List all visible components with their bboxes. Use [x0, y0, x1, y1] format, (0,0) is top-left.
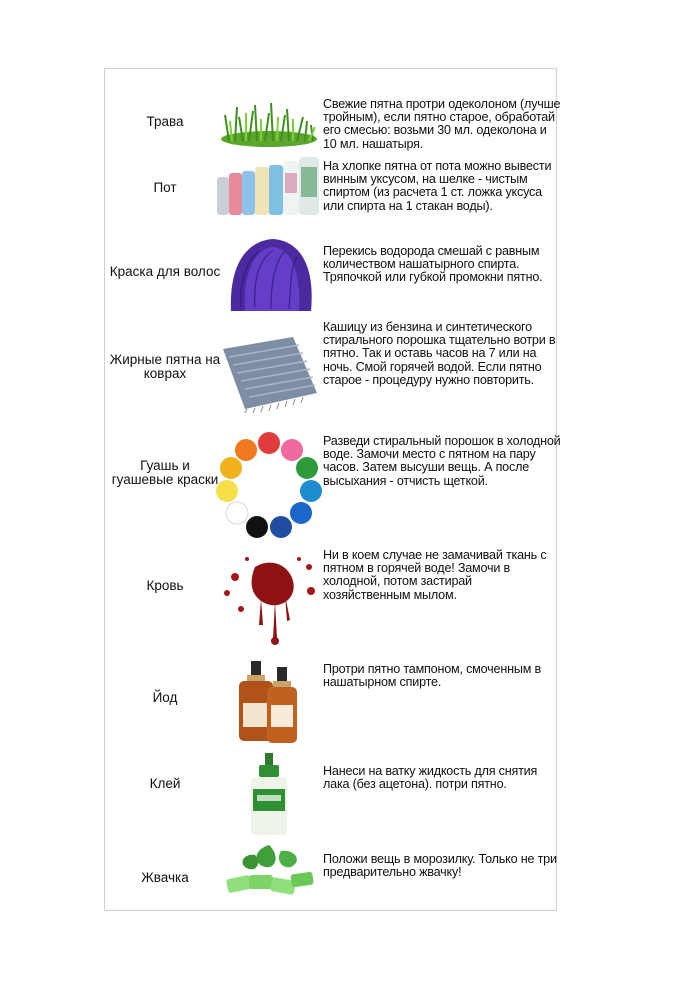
iodine-bottles-image: [215, 659, 323, 751]
item-text: Ни в коем случае не замачивай ткань с пятном в горячей воде! Замочи в холодной, потом застирай хозяйственным мылом.: [323, 548, 547, 602]
item-text: Перекись водорода смешай с равным количеством нашатырного спирта. Тряпочкой или губкой промокни пятно.: [323, 244, 543, 285]
item-label: Жирные пятна на коврах: [109, 352, 221, 381]
item-text: Нанеси на ватку жидкость для снятия лака (без ацетона). потри пятно.: [323, 764, 538, 792]
row-gum: [105, 843, 558, 909]
glue-bottle-image: [215, 753, 323, 841]
row-sweat: [105, 153, 558, 231]
item-text: Протри пятно тампоном, смоченным в нашатырном спирте.: [323, 662, 541, 690]
row-hair-dye: [105, 233, 558, 318]
row-glue: [105, 753, 558, 841]
item-text: Свежие пятна протри одеколоном (лучше тройным), если пятно старое, обработай его смесью: возьми 30 мл. одеколона и 10 мл. нашатыря.: [323, 97, 561, 151]
blood-splatter-image: [215, 547, 323, 649]
chewing-gum-image: [215, 843, 323, 907]
item-text: Положи вещь в морозилку. Только не три предварительно жвачку!: [323, 852, 557, 880]
deodorants-image: [215, 155, 323, 221]
grass-image: [215, 97, 323, 149]
carpet-image: [215, 333, 323, 413]
stain-removal-card: [104, 68, 561, 911]
item-label: Клей: [149, 776, 181, 791]
row-grass: [105, 83, 561, 163]
row-iodine: [105, 659, 558, 751]
row-gouache: [105, 425, 561, 545]
hair-dye-image: [215, 237, 323, 313]
item-label: Пот: [153, 180, 177, 195]
row-carpet: [105, 319, 558, 419]
item-label: Трава: [146, 114, 184, 129]
item-text: Кашицу из бензина и синтетического стирального порошка тщательно вотри в пятно. Так и оставь часов на 7 или на ночь. Смой горячей водой. Если пятно старое - процедуру нужно повторить.: [323, 320, 556, 387]
item-label: Кровь: [146, 578, 184, 593]
item-label: Йод: [152, 690, 178, 705]
item-text: Разведи стиральный порошок в холодной воде. Замочи место с пятном на пару часов. Затем высуши вещь. А после высыхания - отчисть щеткой.: [323, 434, 561, 488]
row-blood: [105, 547, 558, 657]
item-label: Жвачка: [141, 870, 189, 885]
item-label: Гуашь и гуашевые краски: [111, 458, 219, 487]
gouache-image: [215, 429, 323, 541]
item-label: Краска для волос: [109, 264, 221, 279]
item-text: На хлопке пятна от пота можно вывести винным уксусом, на шелке - чистым спиртом (из расчета 1 ст. ложка уксуса или спирта на 1 стакан воды).: [323, 159, 552, 213]
